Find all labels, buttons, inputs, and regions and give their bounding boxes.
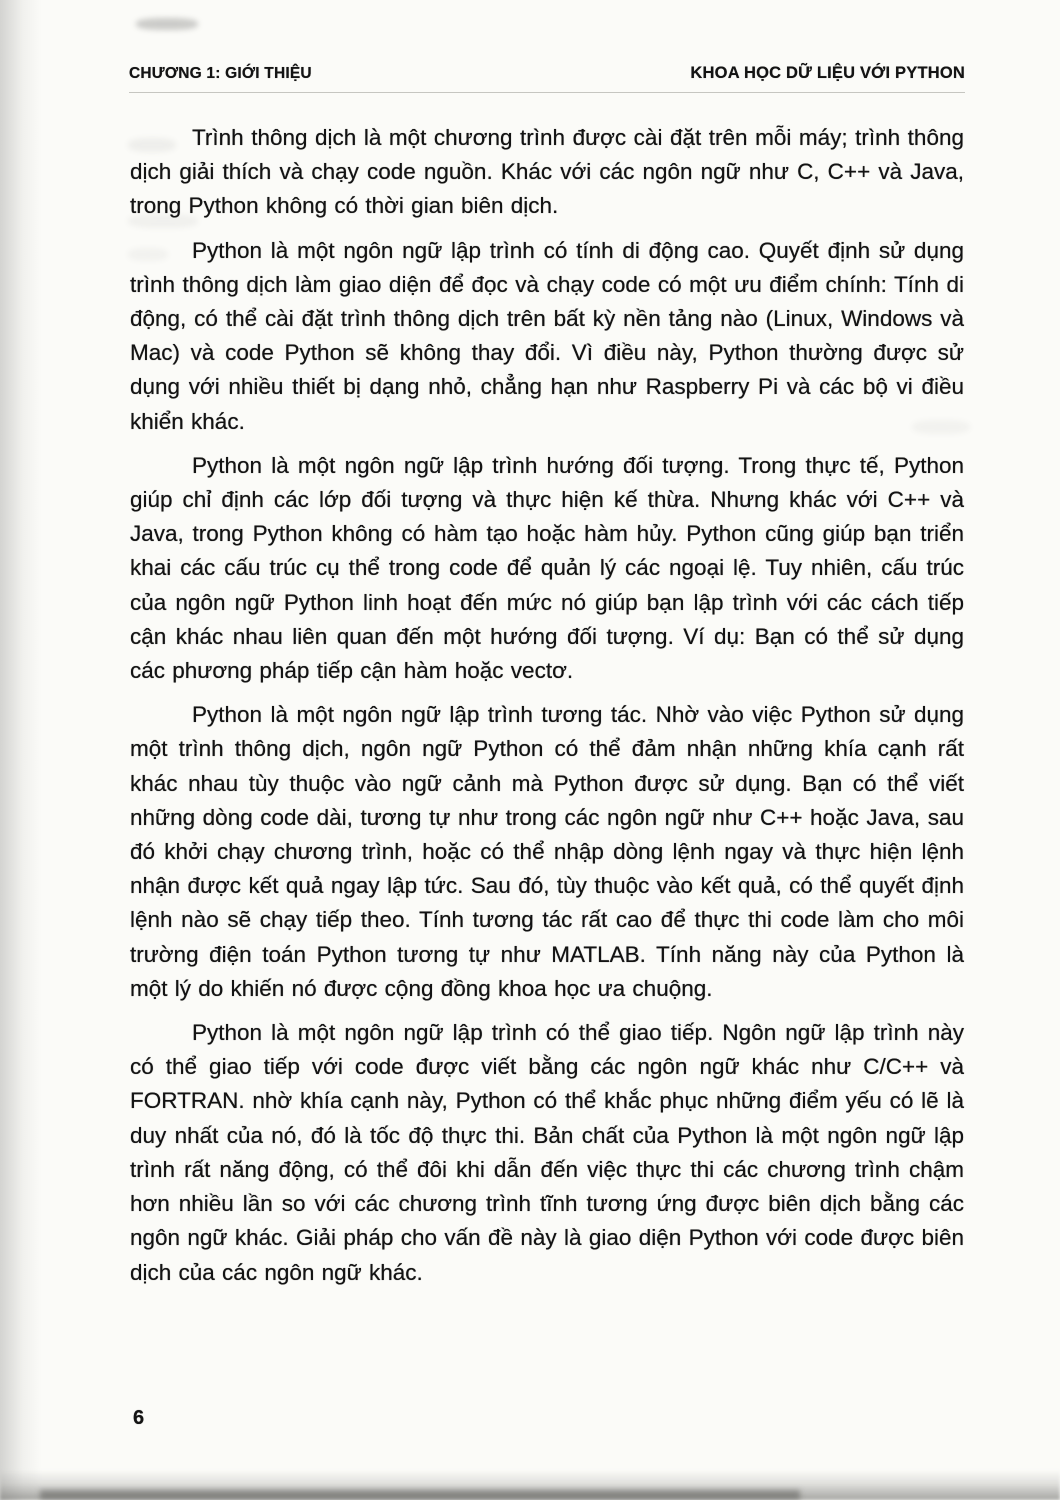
book-title-header: KHOA HỌC DỮ LIỆU VỚI PYTHON (690, 64, 965, 82)
body-paragraph: Python là một ngôn ngữ lập trình tương tác. Nhờ vào việc Python sử dụng một trình thông dịch, ngôn ngữ Python có thể đảm nhận những khía cạnh rất khác nhau tùy thuộc vào ngữ cảnh mà Python được sử dụng. Bạn có thể viết những dòng code dài, tương tự như trong các ngôn ngữ như C++ hoặc Java, sau đó khởi chạy chương trình, hoặc có thể nhập dòng lệnh ngay và thực hiện lệnh nhận được kết quả ngay lập tức. Sau đó, tùy thuộc vào kết quả, có thể quyết định lệnh nào sẽ chạy tiếp theo. Tính tương tác rất cao để thực thi code làm cho môi trường điện toán Python tương tự như MATLAB. Tính năng này của Python là một lý do khiến nó được cộng đồng khoa học ưa chuộng. (130, 702, 964, 1001)
page-body-text (130, 121, 964, 1300)
body-paragraph: Python là một ngôn ngữ lập trình hướng đối tượng. Trong thực tế, Python giúp chỉ định các lớp đối tượng và thực hiện kế thừa. Nhưng khác với C++ và Java, trong Python không có hàm tạo hoặc hàm hủy. Python cũng giúp bạn triển khai các cấu trúc cụ thể trong code để quản lý các ngoại lệ. Tuy nhiên, cấu trúc của ngôn ngữ Python linh hoạt đến mức nó giúp bạn lập trình với các cách tiếp cận khác nhau liên quan đến một hướng đối tượng. Ví dụ: Bạn có thể sử dụng các phương pháp tiếp cận hàm hoặc vectơ. (130, 452, 964, 684)
body-paragraph: Python là một ngôn ngữ lập trình có tính di động cao. Quyết định sử dụng trình thông dịch làm giao diện để đọc và chạy code có một ưu điểm chính: Tính di động, có thể cài đặt trình thông dịch trên bất kỳ nền tảng nào (Linux, Windows và Mac) và code Python sẽ không thay đổi. Vì điều này, Python thường được sử dụng với nhiều thiết bị dạng nhỏ, chẳng hạn như Raspberry Pi và các bộ vi điều khiển khác. (130, 237, 964, 434)
body-paragraph: Trình thông dịch là một chương trình được cài đặt trên mỗi máy; trình thông dịch giải thích và chạy code nguồn. Khác với các ngôn ngữ như C, C++ và Java, trong Python không có thời gian biên dịch. (130, 125, 964, 219)
scan-edge-shadow-left (0, 0, 42, 1500)
body-paragraph: Python là một ngôn ngữ lập trình có thể giao tiếp. Ngôn ngữ lập trình này có thể giao tiếp với code được viết bằng các ngôn ngữ khác như C/C++ và FORTRAN. nhờ khía cạnh này, Python có thể khắc phục những điểm yếu có lẽ là duy nhất của nó, đó là tốc độ thực thi. Bản chất của Python là một ngôn ngữ lập trình rất năng động, có thể đôi khi dẫn đến việc thực thi các chương trình chậm hơn nhiều lần so với các chương trình tĩnh tương ứng được biên dịch bằng các ngôn ngữ khác. Giải pháp cho vấn đề này là giao diện Python với code được biên dịch của các ngôn ngữ khác. (130, 1020, 964, 1285)
scan-edge-shadow-bottom-dark (40, 1490, 800, 1500)
scan-edge-shadow-bottom (0, 1470, 1060, 1500)
running-header (129, 64, 965, 93)
chapter-header: CHƯƠNG 1: GIỚI THIỆU (129, 65, 312, 82)
page-number: 6 (133, 1407, 145, 1429)
scan-smudge-top-left (136, 18, 198, 30)
